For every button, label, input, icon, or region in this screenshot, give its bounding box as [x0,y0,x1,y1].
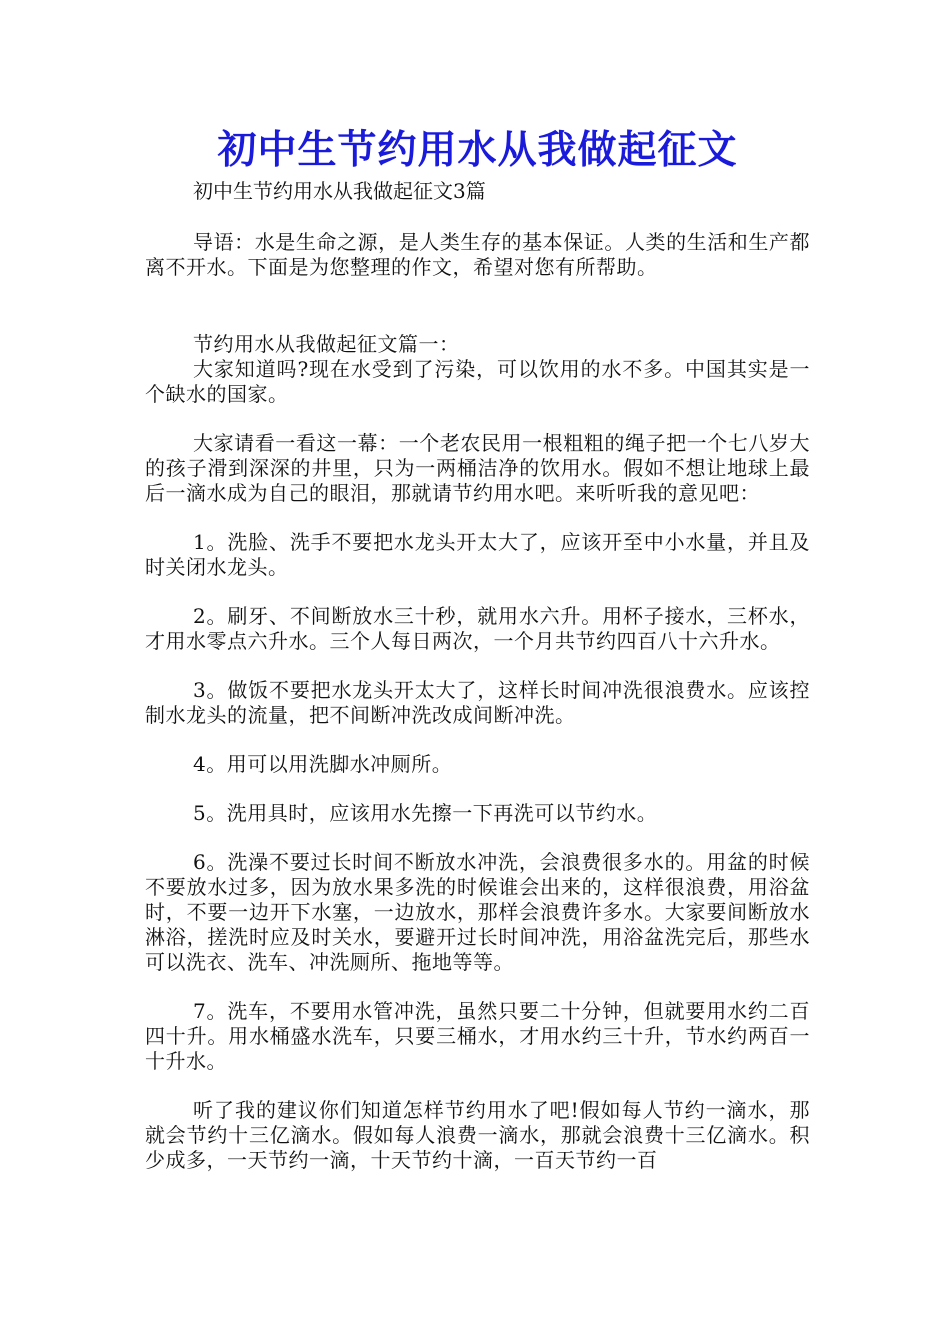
spacer [145,280,810,332]
spacer [145,777,810,801]
spacer [145,654,810,678]
section-heading: 节约用水从我做起征文篇一： [193,332,460,356]
document-subtitle: 初中生节约用水从我做起征文3篇 [193,179,486,203]
list-item-paragraph: 1。洗脸、洗手不要把水龙头开太大了，应该开至中小水量，并且及时关闭水龙头。 [145,530,810,579]
spacer [145,1074,810,1098]
list-item-paragraph: 3。做饭不要把水龙头开太大了，这样长时间冲洗很浪费水。应该控制水龙头的流量，把不间断冲洗改成间断冲洗。 [145,678,810,727]
spacer [145,204,810,230]
spacer [145,826,810,850]
list-item-paragraph: 2。刷牙、不间断放水三十秒，就用水六升。用杯子接水，三杯水，才用水零点六升水。三个人每日两次，一个月共节约四百八十六升水。 [145,604,810,653]
document-body [145,122,810,1173]
spacer [145,728,810,752]
list-item-paragraph: 4。用可以用洗脚水冲厕所。 [193,752,453,776]
spacer [145,506,810,530]
list-item-paragraph: 6。洗澡不要过长时间不断放水冲洗，会浪费很多水的。用盆的时候不要放水过多，因为放水果多洗的时候谁会出来的，这样很浪费，用浴盆时，不要一边开下水塞，一边放水，那样会浪费许多水。大家要间断放水淋浴，搓洗时应及时关水，要避开过长时间冲洗，用浴盆洗完后，那些水可以洗衣、洗车、冲洗厕所、拖地等等。 [145,850,810,974]
list-item-paragraph: 5。洗用具时，应该用水先擦一下再洗可以节约水。 [193,801,658,825]
body-paragraph: 大家知道吗?现在水受到了污染，可以饮用的水不多。中国其实是一个缺水的国家。 [145,357,810,406]
body-paragraph: 大家请看一看这一幕：一个老农民用一根粗粗的绳子把一个七八岁大的孩子滑到深深的井里，只为一两桶洁净的饮用水。假如不想让地球上最后一滴水成为自己的眼泪，那就请节约用水吧。来听听我的意见吧： [145,431,810,505]
intro-paragraph: 导语：水是生命之源，是人类生存的基本保证。人类的生活和生产都离不开水。下面是为您整理的作文，希望对您有所帮助。 [145,230,810,279]
spacer [145,975,810,999]
spacer [145,407,810,431]
document-title: 初中生节约用水从我做起征文 [217,127,738,173]
list-item-paragraph: 7。洗车，不要用水管冲洗，虽然只要二十分钟，但就要用水约二百四十升。用水桶盛水洗车，只要三桶水，才用水约三十升，节水约两百一十升水。 [145,999,810,1073]
body-paragraph: 听了我的建议你们知道怎样节约用水了吧!假如每人节约一滴水，那就会节约十三亿滴水。假如每人浪费一滴水，那就会浪费十三亿滴水。积少成多，一天节约一滴，十天节约十滴，一百天节约一百 [145,1098,810,1172]
spacer [145,580,810,604]
